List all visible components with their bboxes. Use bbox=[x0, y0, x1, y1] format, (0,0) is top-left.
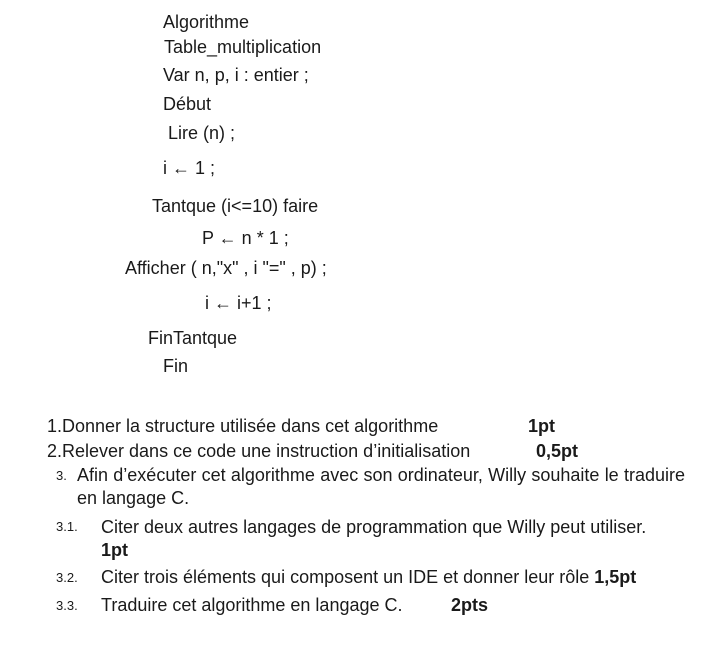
question-3-1: Citer deux autres langages de programmation que Willy peut utiliser. bbox=[101, 517, 647, 537]
question-3-3-number: 3.3. bbox=[56, 598, 78, 613]
question-3: Afin d’exécuter cet algorithme avec son ordinateur, Willy souhaite le traduire en langage C. bbox=[77, 465, 685, 508]
algo-line-name: Table_multiplication bbox=[164, 37, 322, 57]
algo-line-debut: Début bbox=[163, 94, 212, 114]
algo-line-fintantque: FinTantque bbox=[148, 328, 238, 348]
question-3-2-text: Citer trois éléments qui composent un IDE et donner leur rôle bbox=[101, 567, 590, 587]
algo-line-fin: Fin bbox=[163, 356, 189, 376]
question-3-2-points: 1,5pt bbox=[594, 567, 637, 587]
algo-line-init: i ← 1 ; bbox=[163, 158, 216, 178]
algo-line-afficher: Afficher ( n,"x" , i "=" , p) ; bbox=[125, 258, 327, 278]
question-1-points: 1pt bbox=[528, 416, 555, 436]
question-3-1-points: 1pt bbox=[101, 540, 128, 560]
question-3-1-number: 3.1. bbox=[56, 519, 78, 534]
question-1: 1.Donner la structure utilisée dans cet algorithme bbox=[47, 416, 439, 436]
algo-line-var: Var n, p, i : entier ; bbox=[163, 65, 309, 85]
algo-line-incr: i ← i+1 ; bbox=[205, 293, 272, 313]
algo-line-title: Algorithme bbox=[163, 12, 250, 32]
question-3-2-number: 3.2. bbox=[56, 570, 78, 585]
question-3-3-points: 2pts bbox=[451, 595, 489, 615]
algo-line-lire: Lire (n) ; bbox=[168, 123, 236, 143]
question-3-2 bbox=[101, 566, 636, 588]
question-2: 2.Relever dans ce code une instruction d’initialisation bbox=[47, 441, 471, 461]
algo-line-tantque: Tantque (i<=10) faire bbox=[152, 196, 319, 216]
algo-line-calc: P ← n * 1 ; bbox=[202, 228, 289, 248]
question-2-points: 0,5pt bbox=[536, 441, 579, 461]
question-3-3: Traduire cet algorithme en langage C. bbox=[101, 595, 403, 615]
question-3-number: 3. bbox=[56, 468, 67, 483]
